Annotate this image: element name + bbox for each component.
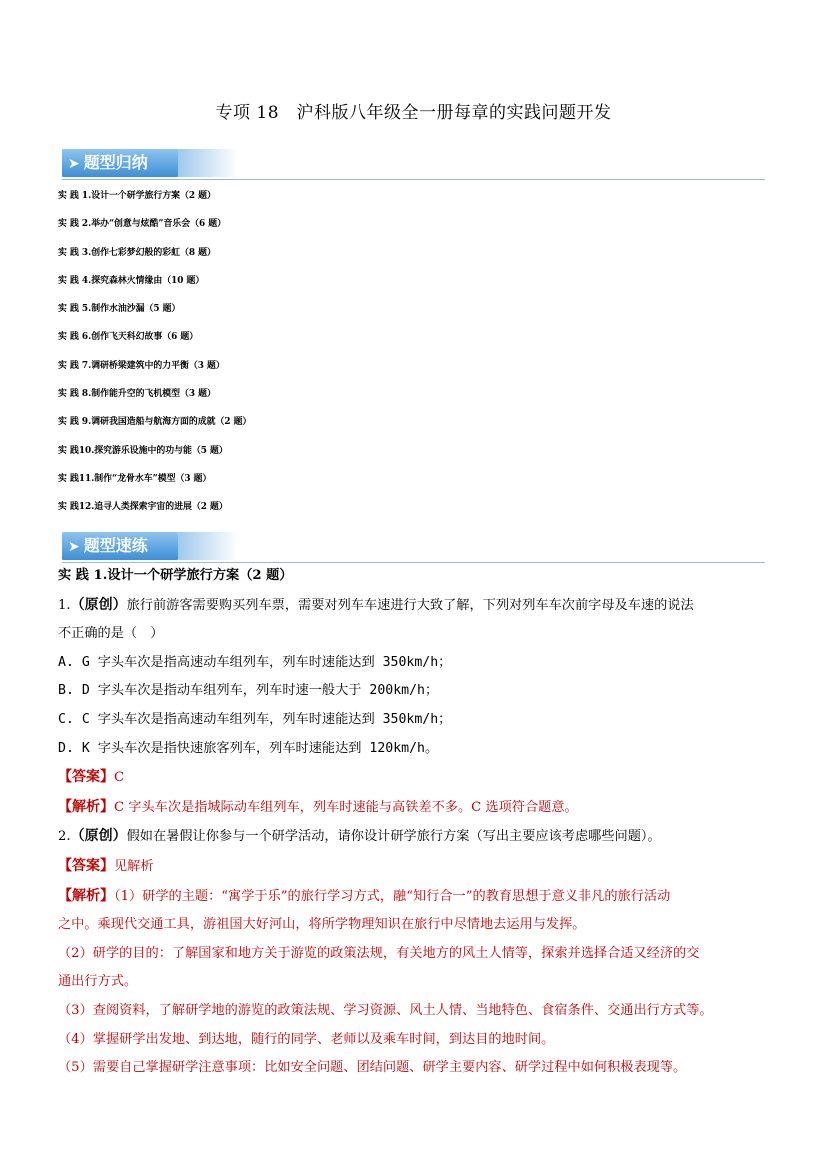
answer: 【答案】见解析 <box>58 857 154 874</box>
option-a: A. G 字头车次是指高速动车组列车，列车时速能达到 350km/h； <box>58 654 452 670</box>
answer: 【答案】C <box>58 769 125 786</box>
analysis-line: （3）查阅资料，了解研学地的游览的政策法规、学习资源、风土人情、当地特色、食宿条件、交通出行方式等。 <box>58 1002 713 1018</box>
banner-tag <box>62 532 178 560</box>
page-title: 专项 18 沪科版八年级全一册每章的实践问题开发 <box>215 103 612 123</box>
analysis: 【解析】（1）研学的主题：“寓学于乐”的旅行学习方式，融“知行合一”的教育思想于意义非凡的旅行活动 <box>58 887 671 904</box>
question-2-stem: 2.（原创）假如在暑假让你参与一个研学活动，请你设计研学旅行方案（写出主要应该考虑哪些问题）。 <box>58 828 661 845</box>
list-item: 实 践 5.制作水油沙漏（5 题） <box>58 304 181 315</box>
practice-content <box>58 562 770 1083</box>
source-tag: （原创） <box>70 596 127 613</box>
question-1-stem: 1.（原创）旅行前游客需要购买列车票，需要对列车车速进行大致了解，下列对列车车次前字母及车速的说法 <box>58 596 694 613</box>
analysis-line: 通出行方式。 <box>58 974 138 990</box>
banner-tag <box>62 149 178 177</box>
analysis-line: 之中。乘现代交通工具，游祖国大好河山，将所学物理知识在旅行中尽情地去运用与发挥。 <box>58 917 586 933</box>
analysis: 【解析】C 字头车次是指城际动车组列车，列车时速能与高铁差不多。C 选项符合题意。 <box>58 798 578 815</box>
banner-label: 题型速练 <box>83 536 148 555</box>
list-item: 实 践 1.设计一个研学旅行方案（2 题） <box>58 191 216 201</box>
list-item: 实 践 2.举办“创意与炫酷”音乐会（6 题） <box>58 219 227 230</box>
option-c: C. C 字头车次是指高速动车组列车，列车时速能达到 350km/h； <box>58 711 452 727</box>
section-heading: 实 践 1.设计一个研学旅行方案（2 题） <box>58 568 293 583</box>
practice-list <box>58 182 778 522</box>
list-item: 实 践 4.探究森林火情缘由（10 题） <box>58 275 205 286</box>
option-d: D. K 字头车次是指快速旅客列车，列车时速能达到 120km/h。 <box>58 740 439 756</box>
option-b: B. D 字头车次是指动车组列车，列车时速一般大于 200km/h； <box>58 683 439 699</box>
source-tag: （原创） <box>70 828 127 845</box>
list-item: 实 践 9.调研我国造船与航海方面的成就（2 题） <box>58 417 252 428</box>
section-banner-practice <box>62 530 765 563</box>
banner-label: 题型归纳 <box>83 153 148 172</box>
list-item: 实 践 7.调研桥梁建筑中的力平衡（3 题） <box>58 360 225 371</box>
arrow-right-icon: ➤ <box>68 539 80 555</box>
question-1-stem-cont: 不正确的是（ ） <box>58 626 164 642</box>
list-item: 实 践11.制作“龙骨水车”模型（3 题） <box>58 473 212 484</box>
list-item: 实 践 8.制作能升空的飞机模型（3 题） <box>58 389 216 400</box>
analysis-line: （4）掌握研学出发地、到达地，随行的同学、老师以及乘车时间，到达目的地时间。 <box>58 1031 555 1047</box>
analysis-line: （2）研学的目的：了解国家和地方关于游览的政策法规，有关地方的风土人情等，探索并选择合适又经济的交 <box>58 945 700 961</box>
section-banner-summary <box>62 147 765 180</box>
list-item: 实 践12.追寻人类探索宇宙的进展（2 题） <box>58 502 228 513</box>
list-item: 实 践 6.创作飞天科幻故事（6 题） <box>58 332 199 343</box>
list-item: 实 践 3.创作七彩梦幻般的彩虹（8 题） <box>58 247 216 258</box>
list-item: 实 践10.探究游乐设施中的功与能（5 题） <box>58 445 228 456</box>
arrow-right-icon: ➤ <box>68 156 80 172</box>
analysis-line: （5）需要自己掌握研学注意事项：比如安全问题、团结问题、研学主要内容、研学过程中如何积极表现等。 <box>58 1060 687 1076</box>
